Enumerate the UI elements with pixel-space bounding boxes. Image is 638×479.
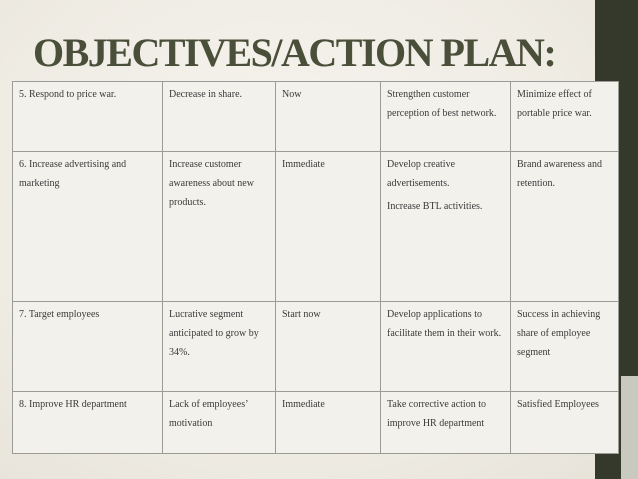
action-text: Strengthen customer perception of best network. [387,89,497,119]
timing-cell: Immediate [276,392,381,454]
decorative-side-bar-accent [621,376,638,479]
table-row [13,302,619,392]
reason-cell: Lucrative segment anticipated to grow by 34%. [163,302,276,392]
objective-cell: 7. Target employees [13,302,163,392]
reason-cell: Lack of employees’ motivation [163,392,276,454]
action-text: Take corrective action to improve HR department [387,399,486,429]
outcome-cell: Satisfied Employees [511,392,619,454]
action-cell [381,392,511,454]
timing-cell: Now [276,82,381,152]
table-row [13,152,619,302]
outcome-cell: Minimize effect of portable price war. [511,82,619,152]
timing-cell: Start now [276,302,381,392]
objective-cell: 8. Improve HR department [13,392,163,454]
action-text: Develop creative advertisements. [387,159,456,189]
objective-cell: 5. Respond to price war. [13,82,163,152]
table-row [13,392,619,454]
action-cell [381,152,511,302]
reason-cell: Increase customer awareness about new products. [163,152,276,302]
slide-title: OBJECTIVES/ACTION PLAN: [33,30,556,75]
reason-cell: Decrease in share. [163,82,276,152]
table-row [13,82,619,152]
timing-cell: Immediate [276,152,381,302]
outcome-cell: Success in achieving share of employee segment [511,302,619,392]
action-cell [381,82,511,152]
action-extra-text: Increase BTL activities. [387,201,483,212]
objective-cell: 6. Increase advertising and marketing [13,152,163,302]
action-text: Develop applications to facilitate them in their work. [387,309,502,339]
action-plan-table [12,81,619,454]
outcome-cell: Brand awareness and retention. [511,152,619,302]
action-cell [381,302,511,392]
